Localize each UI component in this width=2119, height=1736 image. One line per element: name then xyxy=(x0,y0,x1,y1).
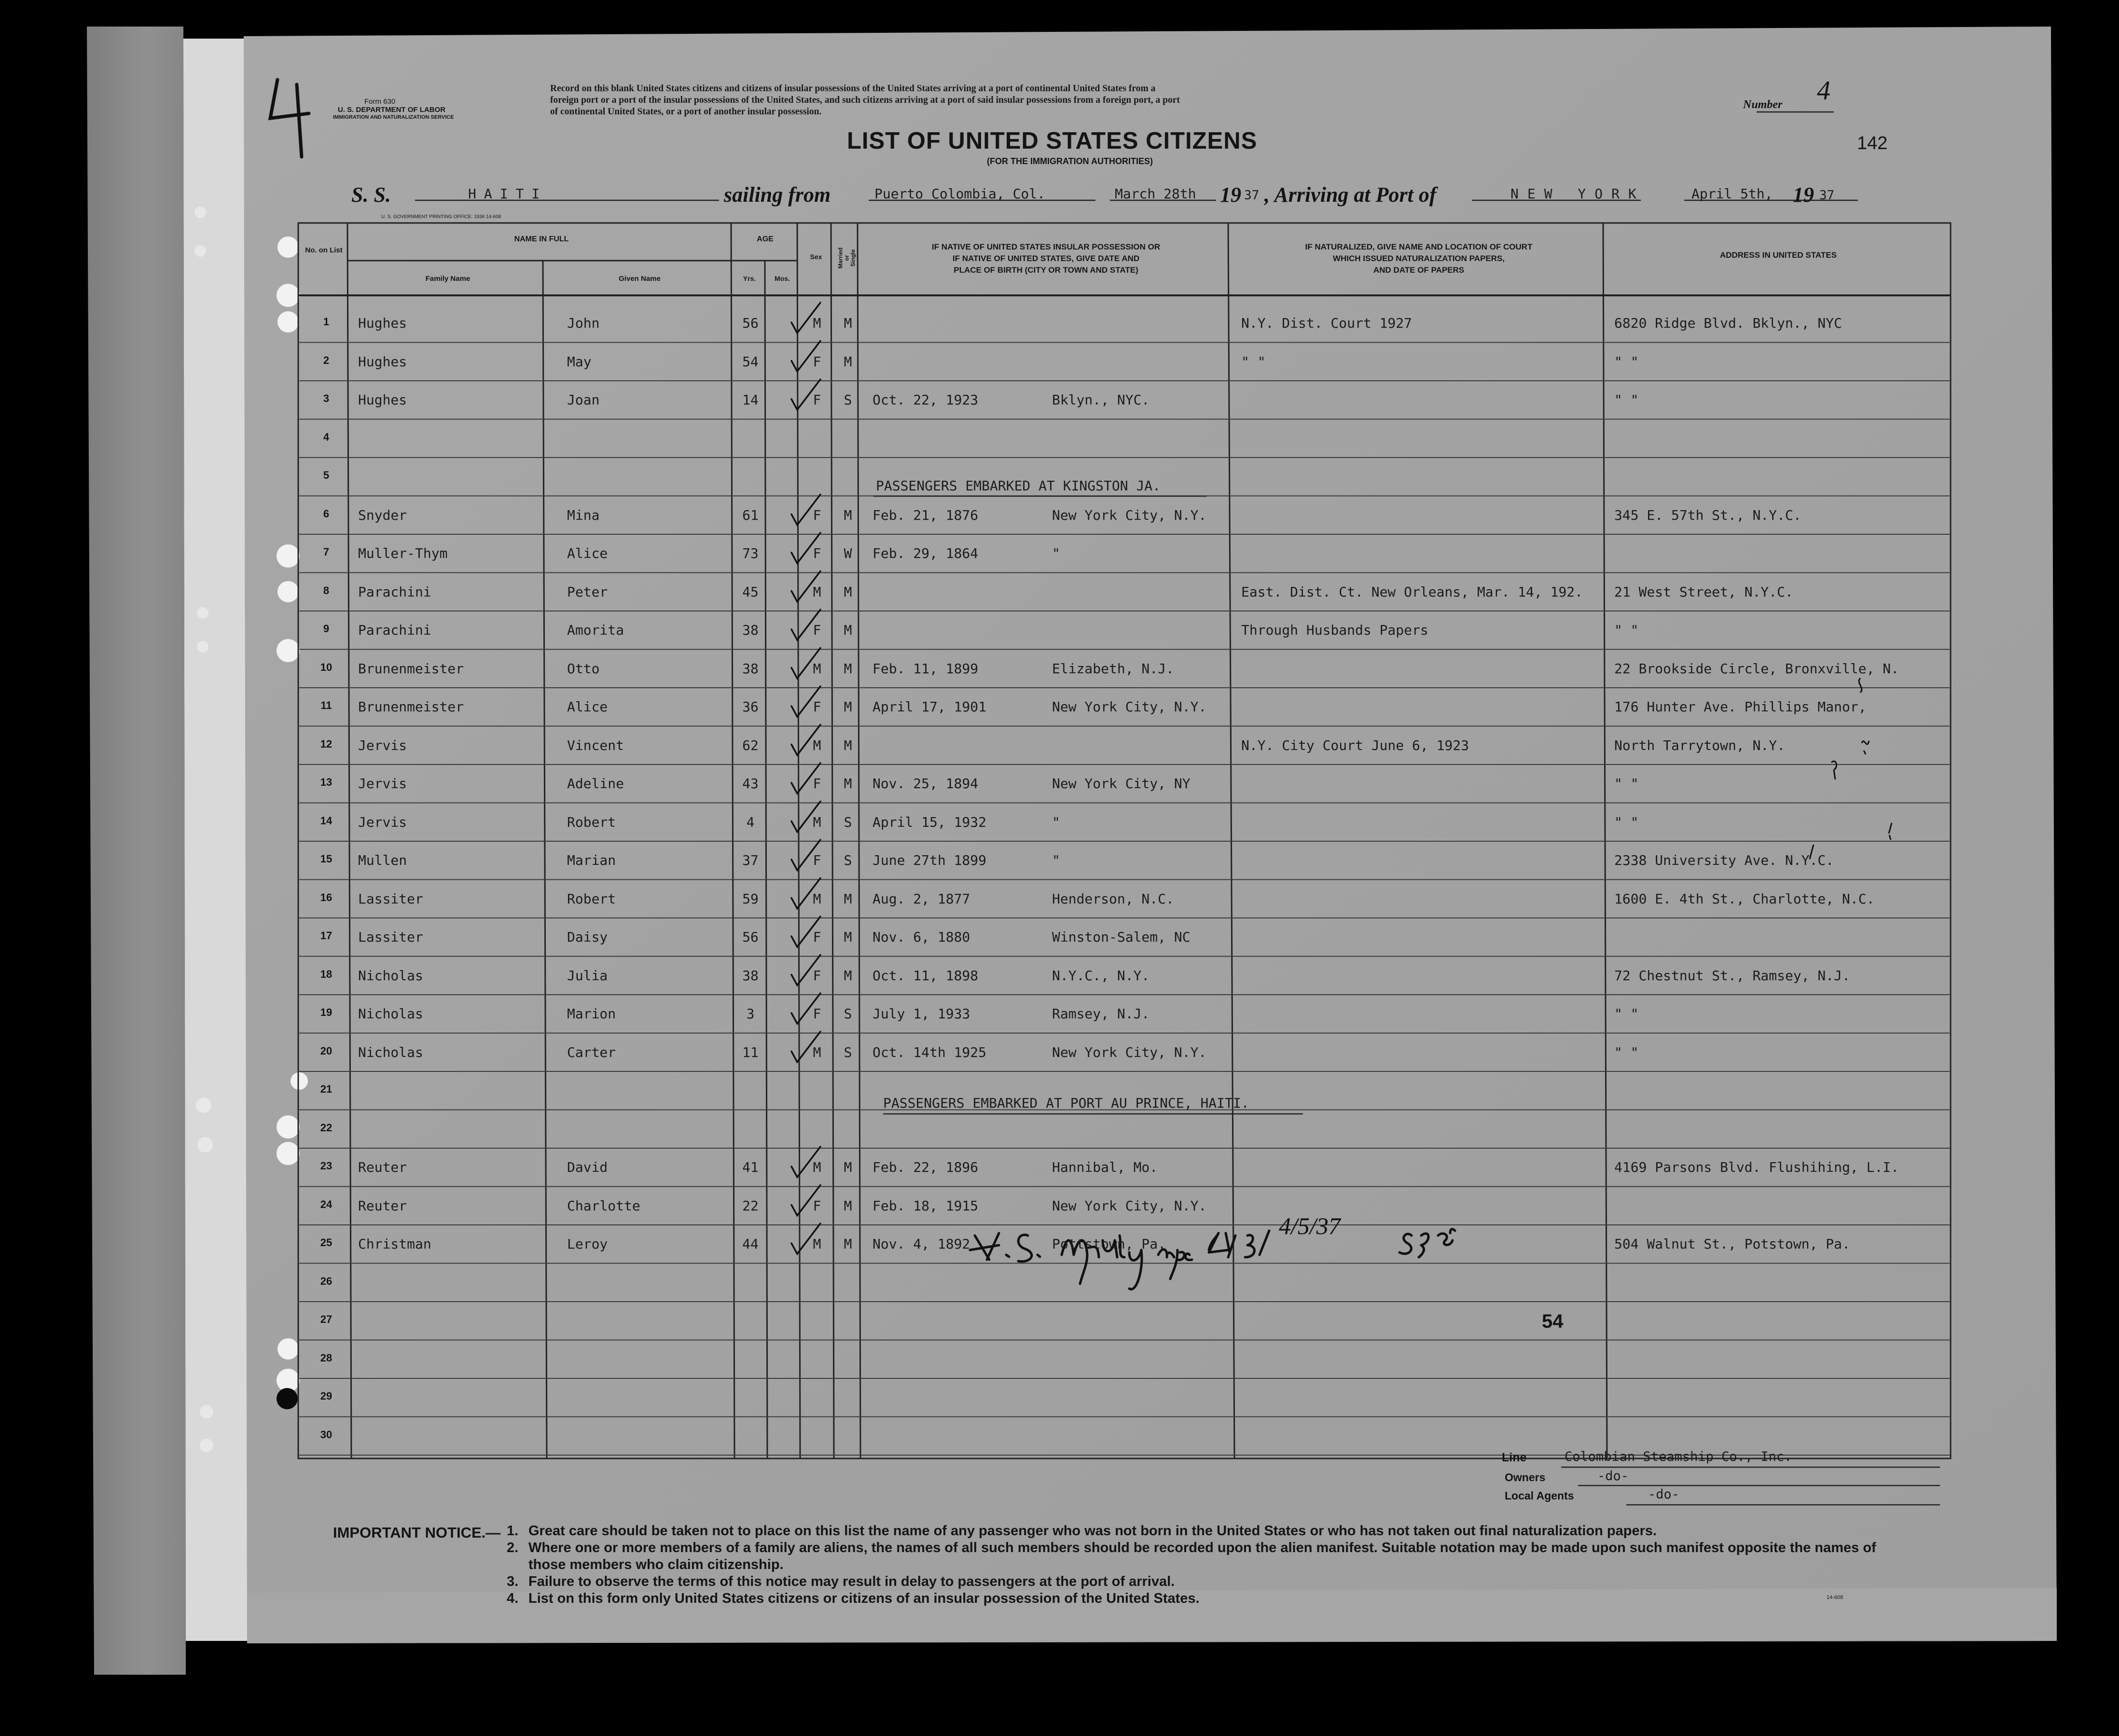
col-header-birth xyxy=(861,241,1231,276)
cell-given: Julia xyxy=(567,967,608,984)
sailing-label: sailing from xyxy=(724,183,831,207)
cell-given: Daisy xyxy=(567,929,608,945)
form-code: 14-608 xyxy=(1827,1595,1843,1600)
col-header-married: Married or Single xyxy=(837,247,857,269)
cell-birth-date: Oct. 22, 1923 xyxy=(873,392,979,408)
cell-ms: M xyxy=(844,776,852,792)
cell-no: 15 xyxy=(320,853,332,865)
cell-no: 25 xyxy=(320,1236,332,1249)
binder-strip xyxy=(87,27,186,1675)
cell-given: Alice xyxy=(567,699,608,715)
col-header-birth-line: IF NATIVE OF UNITED STATES, GIVE DATE AND xyxy=(952,254,1140,263)
cell-address: North Tarrytown, N.Y. xyxy=(1614,737,1786,753)
cell-no: 21 xyxy=(320,1083,332,1095)
cell-family: Brunenmeister xyxy=(358,699,464,715)
notice-item xyxy=(507,1540,1897,1573)
cell-ms: S xyxy=(844,392,852,408)
cell-birth-place: " xyxy=(1052,545,1060,561)
cell-birth-place: Pottstown, Pa. xyxy=(1052,1236,1166,1252)
ship-name: HAITI xyxy=(468,186,548,202)
cell-age: 14 xyxy=(742,392,759,408)
cell-address: 22 Brookside Circle, Bronxville, N. xyxy=(1614,660,1899,677)
cell-no: 4 xyxy=(323,431,330,443)
cell-address: " " xyxy=(1614,392,1639,408)
cell-sex: M xyxy=(813,1236,821,1252)
cell-family: Hughes xyxy=(358,315,407,331)
col-header-mos: Mos. xyxy=(775,275,790,282)
cell-nat: East. Dist. Ct. New Orleans, Mar. 14, 192. xyxy=(1241,583,1583,600)
cell-birth-date: June 27th 1899 xyxy=(873,852,987,868)
cell-birth-place: New York City, N.Y. xyxy=(1052,699,1207,715)
cell-ms: S xyxy=(844,814,852,830)
cell-given: David xyxy=(567,1159,608,1175)
cell-age: 56 xyxy=(742,315,759,331)
cell-birth-place: Elizabeth, N.J. xyxy=(1052,660,1174,677)
cell-age: 38 xyxy=(742,967,759,984)
cell-no: 8 xyxy=(323,584,330,597)
cell-birth-date: Feb. 18, 1915 xyxy=(873,1197,979,1214)
cell-ms: S xyxy=(844,1044,852,1060)
tally-number: 54 xyxy=(1542,1311,1564,1332)
cell-given: Amorita xyxy=(567,622,624,638)
cell-given: Marion xyxy=(567,1006,616,1022)
cell-ms: M xyxy=(844,1197,852,1214)
cell-birth-date: April 17, 1901 xyxy=(873,699,987,715)
cell-sex: M xyxy=(813,890,821,907)
cell-no: 20 xyxy=(320,1044,332,1057)
cell-age: 54 xyxy=(742,353,759,370)
cell-age: 41 xyxy=(742,1159,759,1175)
notice-item xyxy=(507,1523,1897,1540)
cell-family: Hughes xyxy=(358,353,407,370)
col-header-naturalization xyxy=(1233,241,1605,276)
list-subtitle: (FOR THE IMMIGRATION AUTHORITIES) xyxy=(987,156,1153,166)
cell-ms: M xyxy=(844,622,852,638)
cell-address: 345 E. 57th St., N.Y.C. xyxy=(1614,507,1801,523)
cell-sex: M xyxy=(813,660,821,677)
cell-birth-date: Nov. 25, 1894 xyxy=(873,776,979,792)
cell-age: 62 xyxy=(742,737,759,753)
cell-no: 26 xyxy=(320,1275,332,1287)
cell-ms: S xyxy=(844,852,852,868)
cell-birth-place: New York City, N.Y. xyxy=(1052,507,1207,523)
arrival-year: 37 xyxy=(1819,188,1835,203)
number-value: 4 xyxy=(1817,76,1830,106)
cell-no: 29 xyxy=(320,1390,332,1402)
cell-address: 72 Chestnut St., Ramsey, N.J. xyxy=(1614,967,1850,984)
cell-nat: N.Y. City Court June 6, 1923 xyxy=(1241,737,1469,753)
col-header-family-name: Family Name xyxy=(425,275,471,283)
cell-nat: N.Y. Dist. Court 1927 xyxy=(1241,315,1413,331)
cell-ms: W xyxy=(844,545,852,561)
cell-family: Parachini xyxy=(358,622,431,638)
cell-family: Mullen xyxy=(358,852,407,868)
cell-sex: M xyxy=(813,737,821,753)
arriving-label: , Arriving at Port of xyxy=(1264,183,1437,207)
preamble-line: foreign port or a port of the insular possessions of the United States, and such citizens arriving at a port of said insular possessions from a foreign port, a port xyxy=(550,95,1180,105)
cell-ms: M xyxy=(844,583,852,600)
cell-ms: M xyxy=(844,1159,852,1175)
col-header-no: No. on List xyxy=(305,246,343,254)
notice-num: 1. xyxy=(507,1523,519,1539)
cell-birth-date: April 15, 1932 xyxy=(873,814,987,830)
col-header-nat-line: AND DATE OF PAPERS xyxy=(1373,265,1465,275)
cell-age: 43 xyxy=(742,776,759,792)
cell-family: Jervis xyxy=(358,776,407,792)
cell-address: 6820 Ridge Blvd. Bklyn., NYC xyxy=(1614,315,1842,331)
cell-ms: M xyxy=(844,660,852,677)
cell-age: 45 xyxy=(742,583,759,600)
col-header-yrs: Yrs. xyxy=(743,275,756,282)
departure-date: March 28th xyxy=(1115,186,1196,202)
notice-title: IMPORTANT NOTICE.— xyxy=(333,1524,501,1541)
departure-year-prefix: 19 xyxy=(1220,183,1241,207)
notice-text: Great care should be taken not to place on this list the name of any passenger who was not born in the United States or who has not taken out final naturalization papers. xyxy=(528,1523,1657,1539)
cell-address: 21 West Street, N.Y.C. xyxy=(1614,583,1793,600)
cell-no: 23 xyxy=(320,1160,332,1172)
footer-line-label: Line xyxy=(1502,1451,1527,1464)
cell-address: 504 Walnut St., Potstown, Pa. xyxy=(1614,1236,1850,1252)
cell-sex: F xyxy=(813,353,821,370)
col-header-nat-line: WHICH ISSUED NATURALIZATION PAPERS, xyxy=(1332,254,1505,263)
cell-family: Lassiter xyxy=(358,929,423,945)
cell-birth-date: Aug. 2, 1877 xyxy=(873,890,970,907)
cell-sex: M xyxy=(813,583,821,600)
department-label: U. S. DEPARTMENT OF LABOR xyxy=(338,106,446,114)
cell-age: 38 xyxy=(742,660,759,677)
cell-birth-place: Ramsey, N.J. xyxy=(1052,1006,1150,1022)
footer-agents-label: Local Agents xyxy=(1505,1489,1574,1502)
cell-no: 14 xyxy=(320,814,332,827)
cell-no: 11 xyxy=(320,699,332,711)
cell-ms: M xyxy=(844,890,852,907)
cell-no: 22 xyxy=(320,1121,332,1134)
cell-age: 37 xyxy=(742,852,759,868)
cell-address: " " xyxy=(1614,1006,1639,1022)
cell-given: Alice xyxy=(567,545,608,561)
cell-no: 3 xyxy=(323,392,330,404)
cell-ms: M xyxy=(844,929,852,945)
cell-sex: F xyxy=(813,1197,821,1214)
cell-family: Nicholas xyxy=(358,1044,423,1060)
cell-birth-place: Winston-Salem, NC xyxy=(1052,929,1191,945)
cell-ms: M xyxy=(844,315,852,331)
cell-ms: S xyxy=(844,1006,852,1022)
cell-family: Nicholas xyxy=(358,1006,423,1022)
col-header-birth-line: IF NATIVE OF UNITED STATES INSULAR POSSESSION OR xyxy=(931,242,1161,251)
cell-no: 17 xyxy=(320,930,332,942)
section-header-port-au-prince: PASSENGERS EMBARKED AT PORT AU PRINCE, HAITI. xyxy=(883,1095,1249,1111)
cell-no: 19 xyxy=(320,1006,332,1018)
ss-label: S. S. xyxy=(351,183,391,207)
cell-birth-date: Feb. 11, 1899 xyxy=(873,660,979,677)
col-header-age: AGE xyxy=(757,235,774,243)
cell-age: 36 xyxy=(742,699,759,715)
col-header-sex: Sex xyxy=(810,253,822,261)
cell-family: Snyder xyxy=(358,507,407,523)
cell-birth-place: Bklyn., NYC. xyxy=(1052,392,1150,408)
cell-address: 1600 E. 4th St., Charlotte, N.C. xyxy=(1614,890,1875,907)
cell-given: Robert xyxy=(567,814,616,830)
cell-family: Muller-Thym xyxy=(358,545,448,561)
footer-owners-label: Owners xyxy=(1505,1471,1546,1484)
footer-line-value: Colombian Steamship Co., Inc. xyxy=(1565,1449,1792,1464)
cell-ms: M xyxy=(844,353,852,370)
col-header-nat-line: IF NATURALIZED, GIVE NAME AND LOCATION OF COURT xyxy=(1305,242,1533,251)
cell-address: " " xyxy=(1614,353,1639,370)
cell-sex: F xyxy=(813,967,821,984)
cell-age: 11 xyxy=(742,1044,759,1060)
arrival-port: NEW YORK xyxy=(1510,186,1645,202)
cell-birth-date: Nov. 6, 1880 xyxy=(873,929,970,945)
cell-no: 2 xyxy=(323,354,330,366)
cell-no: 7 xyxy=(323,546,330,558)
cell-no: 30 xyxy=(320,1428,332,1441)
list-title: LIST OF UNITED STATES CITIZENS xyxy=(847,128,1258,154)
cell-given: John xyxy=(567,315,600,331)
cell-sex: F xyxy=(813,929,821,945)
cell-birth-place: Hannibal, Mo. xyxy=(1052,1159,1158,1175)
notice-num: 4. xyxy=(507,1591,519,1606)
arrival-year-prefix: 19 xyxy=(1793,183,1814,207)
cell-nat: Through Husbands Papers xyxy=(1241,622,1428,638)
departure-port: Puerto Colombia, Col. xyxy=(874,186,1046,202)
cell-family: Jervis xyxy=(358,814,407,830)
cell-age: 59 xyxy=(742,890,759,907)
cell-sex: F xyxy=(813,545,821,561)
cell-family: Brunenmeister xyxy=(358,660,464,677)
cell-address: 176 Hunter Ave. Phillips Manor, xyxy=(1614,699,1867,715)
notice-item xyxy=(507,1573,1897,1590)
cell-age: 61 xyxy=(742,507,759,523)
page-number: 142 xyxy=(1857,133,1888,153)
cell-age: 73 xyxy=(742,545,759,561)
section-header-kingston: PASSENGERS EMBARKED AT KINGSTON JA. xyxy=(876,478,1161,494)
cell-age: 44 xyxy=(742,1236,759,1252)
cell-no: 12 xyxy=(320,737,332,750)
cell-birth-date: Nov. 4, 1892 xyxy=(873,1236,970,1252)
arrival-date: April 5th, xyxy=(1691,186,1773,202)
cell-family: Nicholas xyxy=(358,967,423,984)
cell-no: 28 xyxy=(320,1351,332,1364)
cell-no: 27 xyxy=(320,1313,332,1325)
cell-sex: F xyxy=(813,622,821,638)
footer-agents-value: -do- xyxy=(1648,1487,1680,1502)
cell-nat: " " xyxy=(1241,353,1266,370)
col-header-given-name: Given Name xyxy=(619,275,661,283)
cell-family: Reuter xyxy=(358,1197,407,1214)
cell-given: Leroy xyxy=(567,1236,608,1252)
cell-address: " " xyxy=(1614,814,1639,830)
cell-address: " " xyxy=(1614,1044,1639,1060)
cell-given: Charlotte xyxy=(567,1197,640,1214)
cell-family: Lassiter xyxy=(358,890,423,907)
cell-given: Mina xyxy=(567,507,600,523)
cell-sex: F xyxy=(813,776,821,792)
departure-year: 37 xyxy=(1244,188,1260,203)
cell-family: Jervis xyxy=(358,737,407,753)
cell-ms: M xyxy=(844,699,852,715)
cell-sex: F xyxy=(813,507,821,523)
cell-sex: F xyxy=(813,1006,821,1022)
cell-no: 9 xyxy=(323,623,330,635)
cell-birth-place: New York City, NY xyxy=(1052,776,1191,792)
notice-text: Where one or more members of a family are aliens, the names of all such members should be recorded upon the alien manifest. Suitable notation may be made upon such manifest opposite the names of those members who claim citizenship. xyxy=(528,1540,1876,1572)
cell-age: 38 xyxy=(742,622,759,638)
cell-birth-place: New York City, N.Y. xyxy=(1052,1044,1207,1060)
cell-sex: M xyxy=(813,315,821,331)
footer-owners-value: -do- xyxy=(1597,1469,1629,1484)
cell-age: 22 xyxy=(742,1197,759,1214)
cell-no: 16 xyxy=(320,891,332,903)
cell-given: May xyxy=(567,353,592,370)
preamble-line: Record on this blank United States citizens and citizens of insular possessions of the United States arriving at a port of continental United States from a xyxy=(550,83,1156,94)
cell-address: 4169 Parsons Blvd. Flushihing, L.I. xyxy=(1614,1159,1899,1175)
cell-address: " " xyxy=(1614,622,1639,638)
notice-text: List on this form only United States citizens or citizens of an insular possession of the United States. xyxy=(528,1591,1200,1606)
col-header-name-in-full: NAME IN FULL xyxy=(514,235,569,243)
cell-sex: M xyxy=(813,814,821,830)
form-number: Form 630 xyxy=(364,97,396,106)
cell-birth-place: N.Y.C., N.Y. xyxy=(1052,967,1150,984)
cell-given: Otto xyxy=(567,660,600,677)
notice-num: 3. xyxy=(507,1574,519,1589)
cell-given: Robert xyxy=(567,890,616,907)
cell-birth-date: Oct. 14th 1925 xyxy=(873,1044,987,1060)
cell-birth-date: Feb. 29, 1864 xyxy=(873,545,979,561)
important-notice xyxy=(507,1523,1897,1607)
col-header-birth-line: PLACE OF BIRTH (CITY OR TOWN AND STATE) xyxy=(954,265,1138,275)
cell-ms: M xyxy=(844,967,852,984)
notice-text: Failure to observe the terms of this notice may result in delay to passengers at the port of arrival. xyxy=(528,1574,1175,1589)
cell-birth-place: Henderson, N.C. xyxy=(1052,890,1174,907)
cell-given: Peter xyxy=(567,583,608,600)
cell-given: Marian xyxy=(567,852,616,868)
service-label: IMMIGRATION AND NATURALIZATION SERVICE xyxy=(333,114,454,120)
cell-birth-place: New York City, N.Y. xyxy=(1052,1197,1207,1214)
cell-birth-date: July 1, 1933 xyxy=(873,1006,970,1022)
notice-item xyxy=(507,1590,1897,1607)
cell-sex: M xyxy=(813,1159,821,1175)
cell-given: Joan xyxy=(567,392,600,408)
col-header-address: ADDRESS IN UNITED STATES xyxy=(1719,250,1837,260)
cell-ms: M xyxy=(844,1236,852,1252)
cell-family: Christman xyxy=(358,1236,431,1252)
cell-age: 56 xyxy=(742,929,759,945)
cell-age: 3 xyxy=(746,1006,755,1022)
cell-birth-date: Feb. 21, 1876 xyxy=(873,507,979,523)
cell-address: " " xyxy=(1614,776,1639,792)
cell-family: Reuter xyxy=(358,1159,407,1175)
cell-no: 10 xyxy=(320,661,332,673)
signature-date: 4/5/37 xyxy=(1279,1212,1341,1239)
cell-no: 1 xyxy=(323,316,330,328)
cell-given: Adeline xyxy=(567,776,624,792)
cell-sex: F xyxy=(813,392,821,408)
number-label: Number xyxy=(1743,98,1783,111)
cell-ms: M xyxy=(844,507,852,523)
cell-no: 24 xyxy=(320,1198,332,1210)
cell-sex: M xyxy=(813,1044,821,1060)
cell-family: Hughes xyxy=(358,392,407,408)
cell-given: Carter xyxy=(567,1044,616,1060)
cell-no: 6 xyxy=(323,507,330,520)
cell-birth-place: " xyxy=(1052,814,1060,830)
cell-ms: M xyxy=(844,737,852,753)
cell-given: Vincent xyxy=(567,737,624,753)
cell-family: Parachini xyxy=(358,583,431,600)
cell-no: 13 xyxy=(320,776,332,788)
cell-age: 4 xyxy=(746,814,755,830)
cell-sex: F xyxy=(813,699,821,715)
cell-sex: F xyxy=(813,852,821,868)
cell-no: 5 xyxy=(323,469,330,481)
notice-num: 2. xyxy=(507,1540,519,1555)
preamble-line: of continental United States, or a port of another insular possession. xyxy=(550,107,822,117)
cell-birth-date: Feb. 22, 1896 xyxy=(873,1159,979,1175)
preamble xyxy=(550,83,1655,118)
cell-birth-date: Oct. 11, 1898 xyxy=(873,967,979,984)
cell-no: 18 xyxy=(320,968,332,980)
printer-note: U. S. GOVERNMENT PRINTING OFFICE: 1936 14-608 xyxy=(381,214,501,220)
cell-birth-place: " xyxy=(1052,852,1060,868)
cell-address: 2338 University Ave. N.Y.C. xyxy=(1614,852,1834,868)
